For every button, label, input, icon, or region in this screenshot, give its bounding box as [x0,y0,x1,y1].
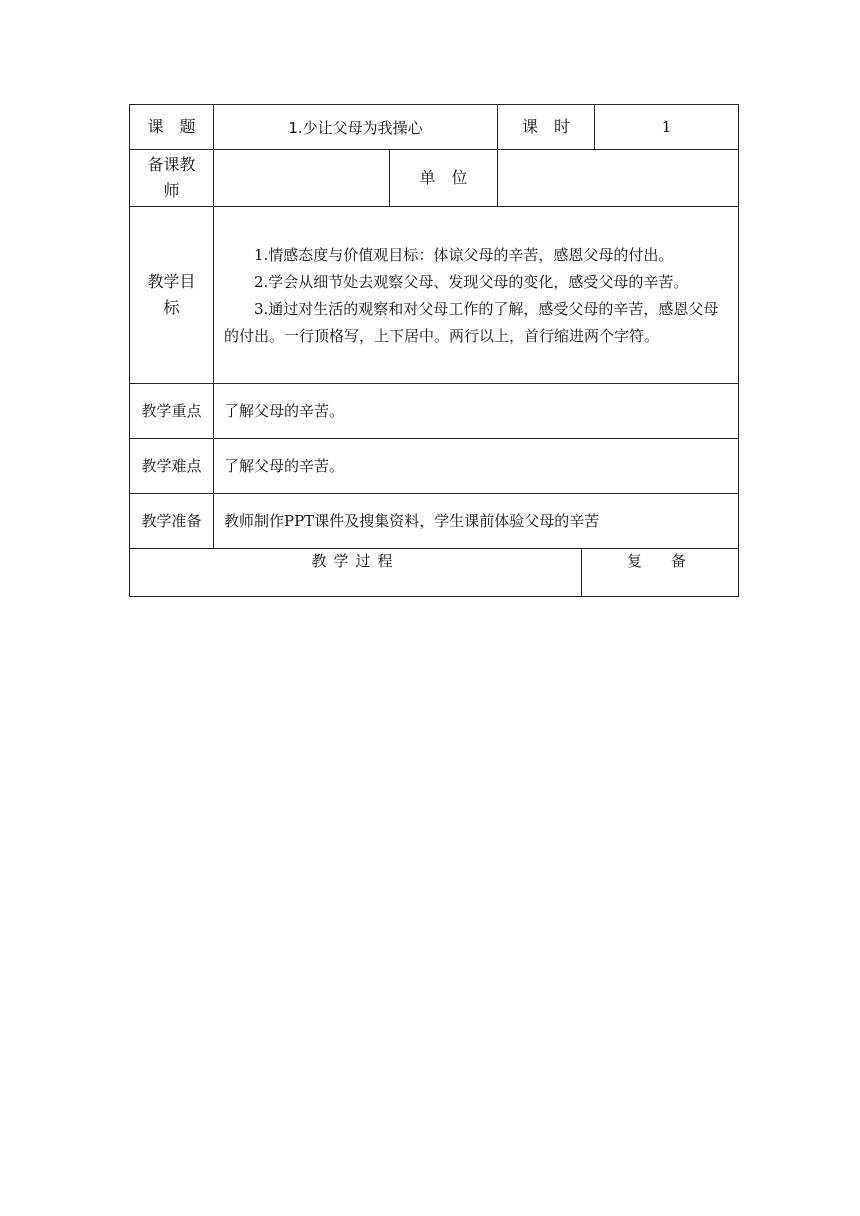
goal-item: 1.情感态度与价值观目标：体谅父母的辛苦，感恩父母的付出。 [254,246,674,264]
process-row [130,549,739,597]
difficulties-label: 教学难点 [130,439,214,494]
goals-content [214,207,739,384]
difficulties-value: 了解父母的辛苦。 [214,439,739,494]
preparation-row [130,494,739,549]
process-table [129,548,739,597]
teacher-label: 备课教师 [130,150,214,207]
lesson-plan-table [129,104,739,549]
process-label: 教学过程 [130,549,582,597]
goals-label: 教学目标 [130,207,214,384]
topic-row [130,105,739,150]
unit-label: 单 位 [390,150,498,207]
goal-item: 2.学会从细节处去观察父母、发现父母的变化，感受父母的辛苦。 [254,273,689,291]
topic-value: 1.少让父母为我操心 [214,105,498,150]
goals-row [130,207,739,384]
key-points-label: 教学重点 [130,384,214,439]
key-points-row [130,384,739,439]
preparation-label: 教学准备 [130,494,214,549]
review-label: 复 备 [582,549,739,597]
key-points-value: 了解父母的辛苦。 [214,384,739,439]
topic-label: 课 题 [130,105,214,150]
difficulties-row [130,439,739,494]
period-value: 1 [595,105,739,150]
period-label: 课 时 [498,105,595,150]
goal-item: 3.通过对生活的观察和对父母工作的了解，感受父母的辛苦，感恩父母的付出。一行顶格写，上下居中。两行以上，首行缩进两个字符。 [224,300,719,345]
teacher-value [214,150,390,207]
teacher-row [130,150,739,207]
preparation-value: 教师制作PPT课件及搜集资料，学生课前体验父母的辛苦 [214,494,739,549]
lesson-plan-sheet [129,104,738,597]
unit-value [498,150,739,207]
